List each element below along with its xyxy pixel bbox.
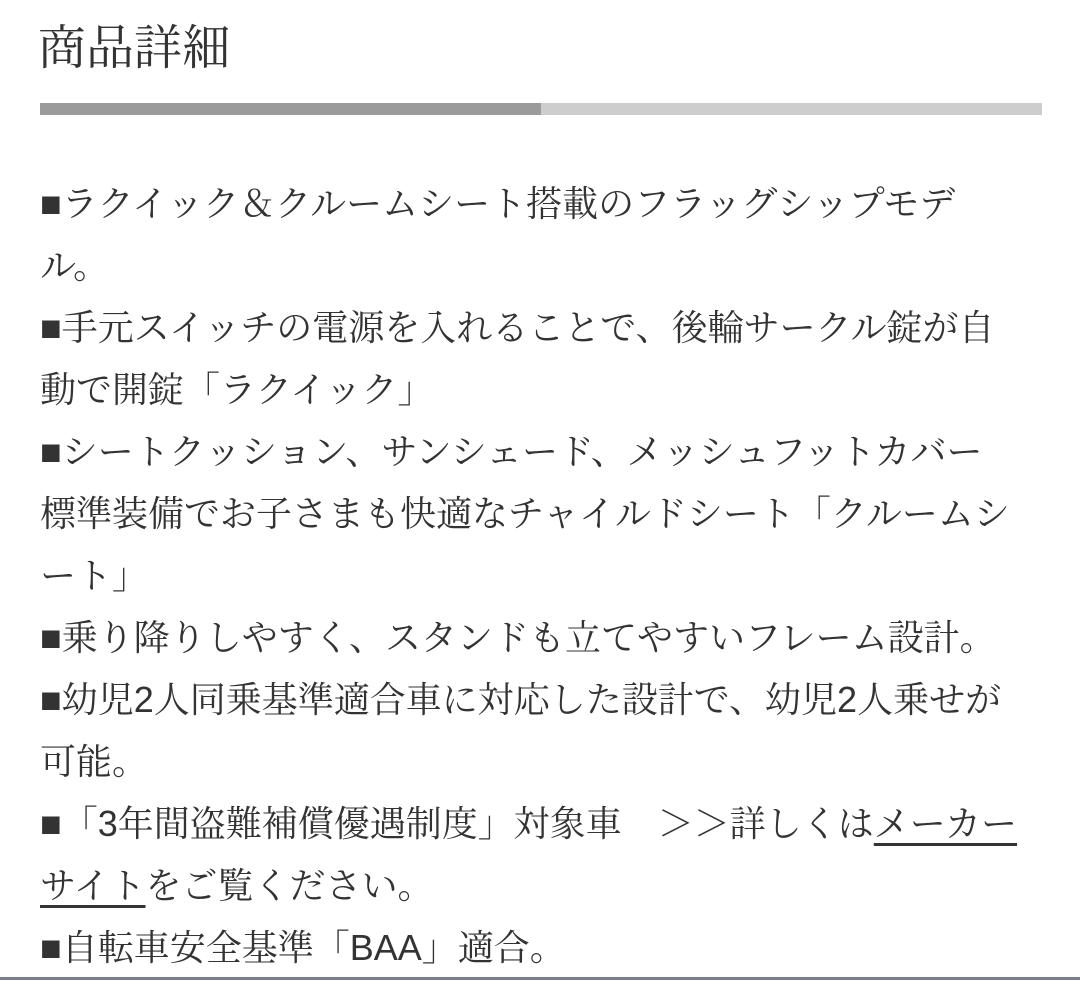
section-title: 商品詳細 bbox=[38, 22, 231, 75]
text-segment: ■乗り降りしやすく、スタンドも立てやすいフレーム設計。 bbox=[40, 617, 996, 658]
text-line bbox=[40, 359, 1042, 421]
text-line bbox=[40, 607, 1042, 669]
text-line bbox=[40, 855, 1042, 917]
text-segment: をご覧ください。 bbox=[145, 865, 434, 906]
divider-bar-light-segment bbox=[541, 103, 1042, 115]
text-line bbox=[40, 545, 1042, 607]
text-segment: ル。 bbox=[40, 245, 110, 286]
text-segment: ■手元スイッチの電源を入れることで、後輪サークル錠が自 bbox=[40, 307, 995, 348]
text-segment: ■ラクイック＆クルームシート搭載のフラッグシップモデ bbox=[40, 183, 956, 224]
text-line bbox=[40, 483, 1042, 545]
text-segment: ■シートクッション、サンシェード、メッシュフットカバー bbox=[40, 431, 983, 472]
text-segment: ート」 bbox=[40, 555, 149, 596]
text-segment: 動で開錠「ラクイック」 bbox=[40, 369, 434, 410]
section-divider-bar bbox=[40, 103, 1042, 115]
text-segment: 標準装備でお子さまも快適なチャイルドシート「クルームシ bbox=[40, 493, 1010, 534]
text-segment: ■幼児2人同乗基準適合車に対応した設計で、幼児2人乗せが bbox=[40, 679, 1002, 720]
text-line bbox=[40, 793, 1042, 855]
text-line bbox=[40, 917, 1042, 979]
maker-site-link[interactable]: サイト bbox=[40, 865, 146, 906]
text-line bbox=[40, 297, 1042, 359]
maker-site-link[interactable]: メーカー bbox=[873, 803, 1018, 844]
text-segment: ■自転車安全基準「BAA」適合。 bbox=[40, 927, 566, 968]
text-line bbox=[40, 173, 1042, 235]
divider-bar-dark-segment bbox=[40, 103, 541, 115]
text-line bbox=[40, 669, 1042, 731]
text-segment: ■「3年間盗難補償優遇制度」対象車 ＞＞詳しくは bbox=[40, 803, 874, 844]
product-description bbox=[40, 173, 1042, 979]
text-line bbox=[40, 235, 1042, 297]
bottom-divider bbox=[0, 977, 1080, 980]
text-line bbox=[40, 731, 1042, 793]
text-segment: 可能。 bbox=[40, 741, 149, 782]
text-line bbox=[40, 421, 1042, 483]
